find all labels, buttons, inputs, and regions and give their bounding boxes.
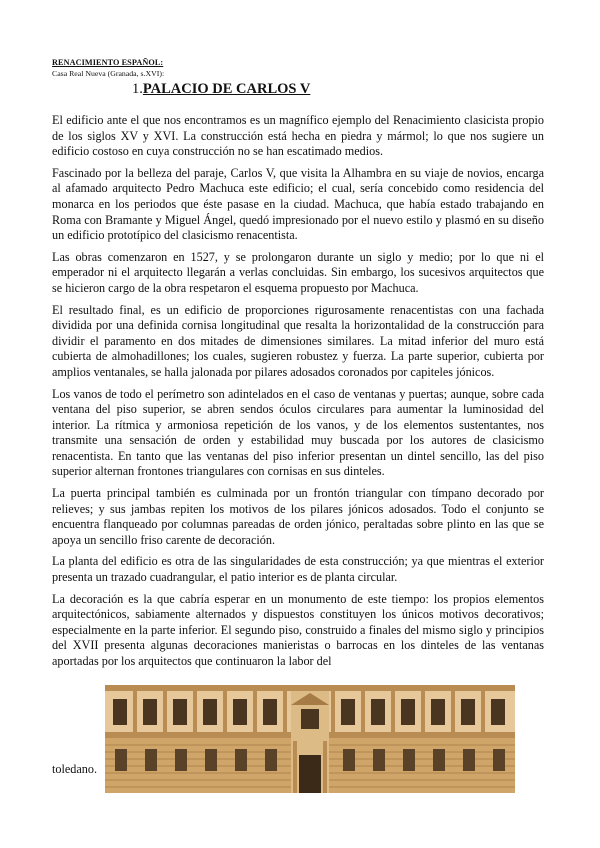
palace-facade-illustration [105, 685, 515, 793]
paragraph: El edificio ante el que nos encontramos es un magnífico ejemplo del Renacimiento clasicista propio de los siglos XV y XVI. La construcción está hecha en piedra y mármol; lo que nos sugiere un edificio costoso en cuya construcción no se han escatimado medios. [52, 113, 544, 159]
paragraph: La planta del edificio es otra de las singularidades de esta construcción; ya que mientras el exterior presenta un trazado cuadrangular, el patio interior es de planta circular. [52, 554, 544, 585]
page-title [132, 81, 310, 98]
paragraph: El resultado final, es un edificio de proporciones rigurosamente renacentistas con una fachada dividida por una definida cornisa longitudinal que resalta la horizontalidad de la construcción para dividir el paramento en dos mitades de dimensiones similares. La mitad inferior del muro está cubierta de almohadillones; los cuales, sugieren robustez y fuerza. La parte superior, cubierta por amplios ventanales, se halla jalonada por pilares adosados coronados por capiteles jónicos. [52, 302, 544, 379]
paragraph: La puerta principal también es culminada por un frontón triangular con tímpano decorado por relieves; y sus jambas repiten los motivos de los pilares jónicos adosados. Todo el conjunto se encuentra flanqueado por columnas pareadas de orden jónico, peraltadas sobre plinto en las que se apoya un sencillo friso carente de decoración. [52, 486, 544, 547]
title-text: PALACIO DE CARLOS V [142, 81, 311, 97]
section-subtitle: Casa Real Nueva (Granada, s.XVI): [52, 69, 165, 78]
body-text [52, 113, 544, 676]
paragraph: Fascinado por la belleza del paraje, Carlos V, que visita la Alhambra en su viaje de novios, encarga al afamado arquitecto Pedro Machuca este edificio; el cual, sería concebido como residencia del monarca en los periodos que éste pasase en la ciudad. Machuca, que había estado trabajando en Roma con Bramante y Miguel Ángel, quedó impresionado por el nuevo estilo y plasmó en su diseño un edificio prototípico del clasicismo renacentista. [52, 165, 544, 243]
paragraph: La decoración es la que cabría esperar en un monumento de este tiempo: los propios elementos arquitectónicos, sabiamente alternados y dispuestos constituyen los únicos motivos decorativos; especialmente en la parte inferior. El segundo piso, construido a finales del mismo siglo y principios del XVII presenta algunas decoraciones manieristas o barrocas en los dinteles de las ventanas aportadas por los arquitectos que continuaron la labor del [52, 591, 544, 668]
figure-caption: toledano. [52, 762, 98, 776]
paragraph: Las obras comenzaron en 1527, y se prolongaron durante un siglo y medio; por lo que ni el emperador ni el arquitecto llegarán a verlas concluidas. Sin embargo, los sucesivos arquitectos que se hicieron cargo de la obra respetaron el esquema propuesto por Machuca. [52, 249, 544, 295]
facade-cornice-top [105, 685, 515, 691]
section-heading: RENACIMIENTO ESPAÑOL: [52, 58, 164, 67]
paragraph: Los vanos de todo el perímetro son adintelados en el caso de ventanas y puertas; aunque, sobre cada ventana del piso superior, se abren sendos óculos circulares para aumentar la luminosidad del interior. La rítmica y armoniosa repetición de los vanos, y de los elementos sustentantes, nos transmite una sensación de orden y estabilidad muy buscada por los autores de clasicismo renacentista. En tanto que las ventanas del piso inferior presentan un dintel sencillo, las del piso superior alternan frontones triangulares con cornisas en sus dinteles. [52, 386, 544, 479]
central-portal [291, 691, 329, 793]
title-number: 1. [132, 81, 143, 97]
